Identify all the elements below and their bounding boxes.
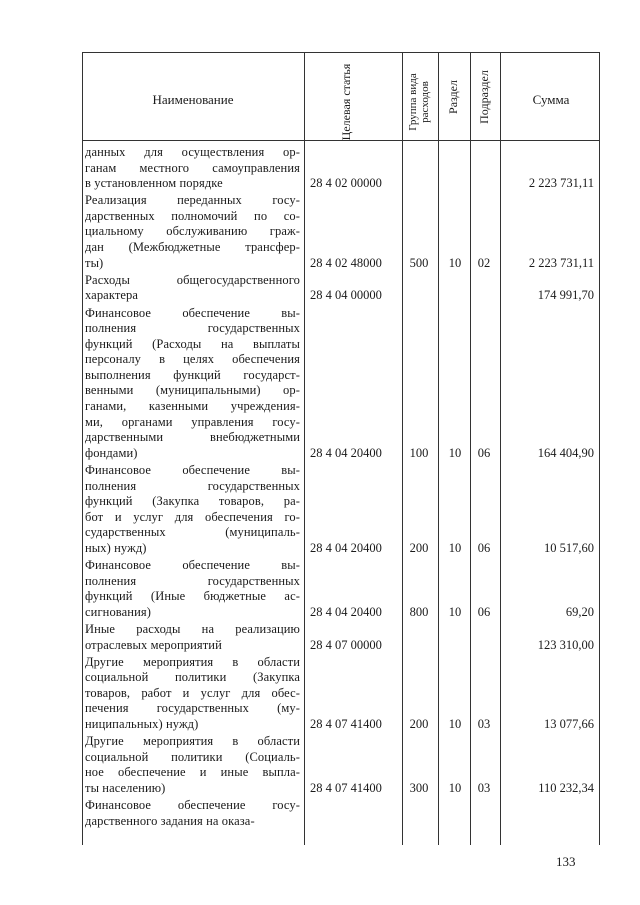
row-subsection: 06 — [477, 604, 491, 619]
table-row — [82, 463, 600, 557]
row-name — [85, 734, 300, 796]
row-name-line: Финансовое обеспечение вы- — [85, 558, 300, 573]
row-code: 28 4 04 00000 — [310, 288, 382, 303]
row-name-line: Иные расходы на реализацию — [85, 622, 300, 636]
row-group: 800 — [409, 604, 429, 619]
header-code — [340, 57, 366, 147]
row-name-line: функций (Расходы на выплаты — [85, 336, 300, 351]
table-row — [82, 145, 600, 192]
row-name-line: функций (Закупка товаров, ра- — [85, 494, 300, 509]
row-name-line: ты) — [85, 255, 104, 270]
table-row — [82, 306, 600, 462]
table-row — [82, 558, 600, 620]
row-subsection: 06 — [477, 541, 491, 555]
row-name-line: ное обеспечение и иные выпла- — [85, 765, 300, 780]
row-name-line: полнения государственных — [85, 321, 300, 336]
row-name-line: циальному обслуживанию граж- — [85, 224, 300, 239]
header-group — [407, 61, 433, 143]
row-name-line: полнения государственных — [85, 573, 300, 588]
row-name-line: сударственных (муниципаль- — [85, 525, 300, 540]
header-section — [447, 66, 461, 128]
header-subsection — [478, 57, 492, 137]
row-code: 28 4 07 41400 — [310, 717, 382, 732]
row-name-line: дарственными внебюджетными — [85, 430, 300, 445]
row-name-line: ных) нужд) — [85, 540, 147, 555]
table-row — [82, 798, 600, 829]
row-subsection: 06 — [477, 445, 491, 460]
row-name-line: товаров, работ и услуг для обес- — [85, 685, 300, 700]
row-sum: 10 517,60 — [544, 541, 594, 555]
row-sum: 110 232,34 — [538, 780, 594, 795]
row-name-line: выполнения функций государст- — [85, 367, 300, 382]
row-name-line: полнения государственных — [85, 478, 300, 493]
row-code: 28 4 02 48000 — [310, 255, 382, 270]
row-sum: 2 223 731,11 — [528, 176, 594, 191]
row-code: 28 4 07 00000 — [310, 637, 382, 652]
row-name-line: Финансовое обеспечение госу- — [85, 798, 300, 813]
row-code: 28 4 04 20400 — [310, 604, 382, 619]
row-name — [85, 273, 300, 304]
row-name — [85, 622, 300, 653]
row-name-line: венными (муниципальными) ор- — [85, 383, 300, 398]
header-subsection-label: Подраздел — [477, 70, 491, 124]
table-row — [82, 734, 600, 796]
table-row — [82, 193, 600, 271]
row-subsection: 03 — [477, 717, 491, 732]
row-name-line: Реализация переданных госу- — [85, 193, 300, 208]
row-name-line: в установленном порядке — [85, 176, 223, 191]
row-name-line: ты населению) — [85, 780, 166, 795]
row-name-line: ганами, казенными учреждения- — [85, 399, 300, 414]
row-sum: 13 077,66 — [544, 717, 594, 732]
row-sum: 174 991,70 — [537, 288, 594, 303]
row-name — [85, 145, 300, 192]
row-name-line: характера — [85, 288, 139, 303]
row-name-line: сигнования) — [85, 604, 151, 619]
header-code-label: Целевая статья — [339, 63, 353, 141]
budget-table — [82, 52, 600, 845]
page-number: 133 — [556, 854, 576, 869]
row-name-line: социальной политики (Социаль- — [85, 749, 300, 764]
row-name-line: дарственного задания на оказа- — [85, 813, 255, 828]
row-name-line: персоналу в целях обеспечения — [85, 352, 300, 367]
row-name — [85, 655, 300, 733]
row-name-line: Финансовое обеспечение вы- — [85, 463, 300, 477]
row-sum: 123 310,00 — [537, 637, 594, 652]
row-name-line: данных для осуществления ор- — [85, 145, 300, 159]
row-group: 200 — [409, 717, 429, 732]
row-group: 500 — [409, 255, 429, 270]
row-subsection: 03 — [477, 780, 491, 795]
row-section: 10 — [448, 541, 462, 555]
row-name-line: ниципальных) нужд) — [85, 717, 199, 732]
row-code: 28 4 02 00000 — [310, 176, 382, 191]
table-row — [82, 655, 600, 733]
header-name: Наименование — [152, 92, 234, 107]
row-name-line: бот и услуг для обеспечения го- — [85, 509, 300, 524]
header-group-label: Группа вида расходов — [407, 73, 431, 131]
row-name-line: ганам местного самоуправления — [85, 160, 300, 175]
row-name-line: Финансовое обеспечение вы- — [85, 305, 300, 320]
row-name-line: фондами) — [85, 445, 138, 460]
table-border-top — [82, 52, 600, 53]
header-section-label: Раздел — [446, 80, 460, 114]
row-name-line: Расходы общегосударственного — [85, 272, 300, 287]
row-sum: 69,20 — [565, 604, 594, 619]
row-name — [85, 306, 300, 462]
row-name-line: дан (Межбюджетные трансфер- — [85, 240, 300, 255]
row-name-line: функций (Иные бюджетные ас- — [85, 589, 300, 604]
row-name — [85, 798, 300, 829]
row-section: 10 — [448, 445, 462, 460]
row-subsection: 02 — [477, 255, 491, 270]
row-section: 10 — [448, 780, 462, 795]
row-code: 28 4 04 20400 — [310, 445, 382, 460]
row-sum: 164 404,90 — [537, 445, 594, 460]
row-code: 28 4 04 20400 — [310, 541, 382, 555]
row-name-line: отраслевых мероприятий — [85, 637, 222, 652]
row-code: 28 4 07 41400 — [310, 780, 382, 795]
row-name — [85, 558, 300, 620]
header-sum: Сумма — [532, 92, 570, 107]
row-name — [85, 463, 300, 557]
row-group: 100 — [409, 445, 429, 460]
row-name-line: ми, органами управления госу- — [85, 414, 300, 429]
row-sum: 2 223 731,11 — [528, 255, 594, 270]
row-name-line: дарственных полномочий по со- — [85, 208, 300, 223]
table-row — [82, 622, 600, 653]
row-section: 10 — [448, 604, 462, 619]
row-group: 300 — [409, 780, 429, 795]
row-group: 200 — [409, 541, 429, 555]
row-section: 10 — [448, 717, 462, 732]
table-row — [82, 273, 600, 304]
row-name-line: Другие мероприятия в области — [85, 654, 300, 669]
row-name-line: печения государственных (му- — [85, 701, 300, 716]
row-section: 10 — [448, 255, 462, 270]
row-name — [85, 193, 300, 271]
row-name-line: социальной политики (Закупка — [85, 670, 300, 685]
row-name-line: Другие мероприятия в области — [85, 734, 300, 749]
